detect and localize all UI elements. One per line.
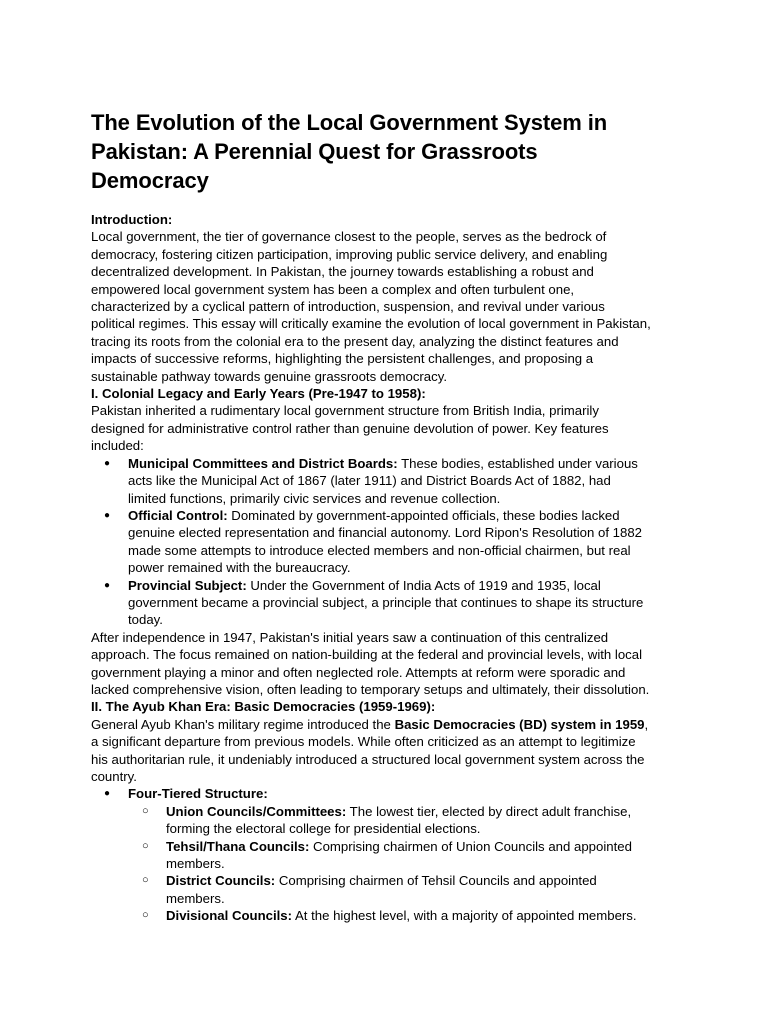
section1-after-paragraph: After independence in 1947, Pakistan's initial years saw a continuation of this centralized approach. The focus remained on nation-building at the federal and provincial levels, with local government playing a minor and often neglected role. Attempts at reform were sporadic and lacked comprehensive vision, often leading to temporary setups and ultimately, their dissolution. (91, 629, 650, 697)
intro-paragraph: Local government, the tier of governance closest to the people, serves as the bedrock of democracy, fostering citizen participation, improving public service delivery, and enabling decentralized development. In Pakistan, the journey towards establishing a robust and empowered local government system has been a complex and often turbulent one, characterized by a cyclical pattern of introduction, suspension, and revival under various political regimes. This essay will critically examine the evolution of local government in Pakistan, tracing its roots from the colonial era to the present day, analyzing the distinct features and impacts of successive reforms, highlighting the persistent challenges, and proposing a sustainable pathway towards genuine grassroots democracy. (91, 229, 651, 384)
section2-paragraph (91, 716, 691, 786)
list-item (91, 838, 691, 873)
tier-label: Tehsil/Thana Councils: (166, 838, 310, 854)
list-item (91, 907, 691, 924)
document-title: The Evolution of the Local Government System in Pakistan: A Perennial Quest for Grassroots Democracy (91, 110, 608, 193)
list-item (91, 577, 691, 629)
document-content (91, 108, 691, 925)
bullet-heading: Four-Tiered Structure: (128, 786, 268, 802)
section2-text-bold: Basic Democracies (BD) system in 1959 (394, 716, 645, 732)
tier-label: Union Councils/Committees: (166, 803, 347, 819)
tier-text: At the highest level, with a majority of appointed members. (292, 908, 637, 924)
list-item (91, 785, 691, 924)
section2-text-after: , a significant departure from previous models. While often criticized as an attempt to legitimize his authoritarian rule, it undeniably introduced a structured local government system across the country. (91, 716, 649, 784)
list-item (91, 803, 691, 838)
section1-paragraph: Pakistan inherited a rudimentary local government structure from British India, primarily designed for administrative control rather than genuine devolution of power. Key features included: (91, 403, 609, 454)
bullet-text: Dominated by government-appointed officials, these bodies lacked genuine elected representation and financial autonomy. Lord Ripon's Resolution of 1882 made some attempts to introduce elected members and non-official chairmen, but real power remained with the bureaucracy. (128, 507, 643, 576)
section2-heading: II. The Ayub Khan Era: Basic Democracies (1959-1969): (91, 699, 436, 715)
section1-heading: I. Colonial Legacy and Early Years (Pre-1947 to 1958): (91, 386, 426, 402)
tier-label: District Councils: (166, 873, 276, 889)
intro-heading: Introduction: (91, 212, 173, 227)
document-body (91, 211, 691, 925)
bullet-text: Under the Government of India Acts of 1919 and 1935, local government became a provincial subject, a principle that continues to shape its structure today. (128, 577, 644, 628)
tier-list (128, 803, 691, 925)
tier-text: Comprising chairmen of Union Councils and appointed members. (166, 838, 632, 872)
section2-text-before: General Ayub Khan's military regime introduced the (91, 716, 395, 732)
bullet-label: Official Control: (128, 507, 228, 523)
list-item (91, 455, 691, 507)
section2-bullet-list (91, 785, 691, 924)
tier-text: The lowest tier, elected by direct adult franchise, forming the electoral college for presidential elections. (166, 803, 632, 837)
bullet-label: Provincial Subject: (128, 577, 247, 593)
list-item (91, 872, 691, 907)
tier-text: Comprising chairmen of Tehsil Councils and appointed members. (166, 873, 597, 906)
list-item (91, 507, 691, 577)
bullet-text: These bodies, established under various acts like the Municipal Act of 1867 (later 1911) and District Boards Act of 1882, had limited functions, primarily civic services and revenue collection. (128, 455, 638, 506)
section1-bullet-list (91, 455, 691, 629)
bullet-label: Municipal Committees and District Boards: (128, 455, 398, 471)
tier-label: Divisional Councils: (166, 908, 293, 924)
